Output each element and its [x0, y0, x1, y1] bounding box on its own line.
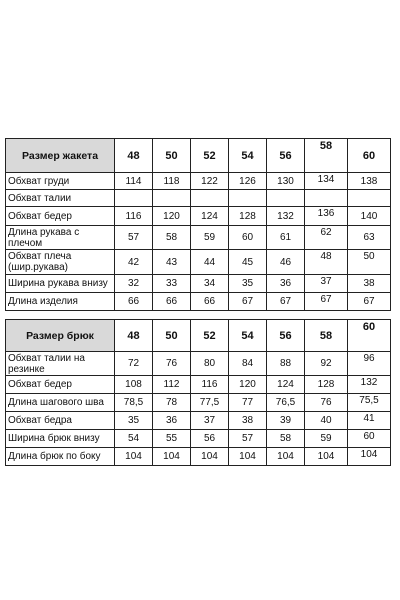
cell-value: 140: [348, 207, 391, 226]
row-label: Обхват бедер: [6, 376, 115, 394]
jacket-row-chest: [6, 173, 391, 190]
pants-row-hips: [6, 376, 391, 394]
jacket-size-50: 50: [153, 139, 191, 173]
cell-value: [267, 190, 305, 207]
cell-value: 104: [115, 448, 153, 466]
cell-value: 57: [229, 430, 267, 448]
row-label: Длина рукава с плечом: [6, 226, 115, 250]
cell-value: 59: [305, 430, 348, 448]
cell-value: 61: [267, 226, 305, 250]
jacket-size-60: 60: [348, 139, 391, 173]
cell-value: 76,5: [267, 394, 305, 412]
row-label: Ширина рукава внизу: [6, 275, 115, 293]
pants-size-54: 54: [229, 320, 267, 352]
cell-value: 104: [267, 448, 305, 466]
cell-value: 126: [229, 173, 267, 190]
cell-value: 76: [305, 394, 348, 412]
pants-row-waist: [6, 352, 391, 376]
cell-value: 36: [267, 275, 305, 293]
cell-value: 132: [348, 376, 391, 394]
pants-size-56: 56: [267, 320, 305, 352]
row-label: Длина брюк по боку: [6, 448, 115, 466]
row-label: Ширина брюк внизу: [6, 430, 115, 448]
cell-value: [191, 190, 229, 207]
cell-value: 38: [348, 275, 391, 293]
cell-value: [153, 190, 191, 207]
cell-value: 50: [348, 250, 391, 275]
row-label: Длина изделия: [6, 293, 115, 311]
pants-row-inseam: [6, 394, 391, 412]
cell-value: 45: [229, 250, 267, 275]
row-label: Обхват талии: [6, 190, 115, 207]
cell-value: 60: [348, 430, 391, 448]
cell-value: 60: [229, 226, 267, 250]
cell-value: 120: [153, 207, 191, 226]
jacket-header-label: Размер жакета: [6, 139, 115, 173]
cell-value: 77,5: [191, 394, 229, 412]
jacket-row-shoulder: [6, 250, 391, 275]
cell-value: 76: [153, 352, 191, 376]
cell-value: 67: [267, 293, 305, 311]
cell-value: 66: [191, 293, 229, 311]
cell-value: 46: [267, 250, 305, 275]
cell-value: 80: [191, 352, 229, 376]
cell-value: 138: [348, 173, 391, 190]
cell-value: 132: [267, 207, 305, 226]
cell-value: 43: [153, 250, 191, 275]
cell-value: 48: [305, 250, 348, 275]
pants-row-side-length: [6, 448, 391, 466]
cell-value: 37: [305, 275, 348, 293]
cell-value: 35: [229, 275, 267, 293]
cell-value: 124: [191, 207, 229, 226]
cell-value: 77: [229, 394, 267, 412]
jacket-size-58: 58: [305, 139, 348, 173]
jacket-size-54: 54: [229, 139, 267, 173]
cell-value: 33: [153, 275, 191, 293]
cell-value: 130: [267, 173, 305, 190]
pants-size-52: 52: [191, 320, 229, 352]
cell-value: 104: [348, 448, 391, 466]
cell-value: 67: [305, 293, 348, 311]
pants-size-48: 48: [115, 320, 153, 352]
row-label: Обхват бедра: [6, 412, 115, 430]
cell-value: 116: [191, 376, 229, 394]
cell-value: 116: [115, 207, 153, 226]
cell-value: [348, 190, 391, 207]
cell-value: 39: [267, 412, 305, 430]
cell-value: 78,5: [115, 394, 153, 412]
cell-value: 72: [115, 352, 153, 376]
cell-value: 38: [229, 412, 267, 430]
cell-value: 57: [115, 226, 153, 250]
cell-value: 56: [191, 430, 229, 448]
cell-value: [229, 190, 267, 207]
cell-value: 104: [229, 448, 267, 466]
cell-value: 128: [229, 207, 267, 226]
cell-value: 55: [153, 430, 191, 448]
row-label: Обхват плеча (шир.рукава): [6, 250, 115, 275]
cell-value: 34: [191, 275, 229, 293]
cell-value: 78: [153, 394, 191, 412]
cell-value: 136: [305, 207, 348, 226]
cell-value: [305, 190, 348, 207]
cell-value: 75,5: [348, 394, 391, 412]
cell-value: 62: [305, 226, 348, 250]
row-label: Длина шагового шва: [6, 394, 115, 412]
jacket-size-table: [5, 138, 391, 311]
cell-value: 41: [348, 412, 391, 430]
cell-value: 122: [191, 173, 229, 190]
cell-value: 59: [191, 226, 229, 250]
cell-value: 58: [153, 226, 191, 250]
cell-value: 96: [348, 352, 391, 376]
cell-value: 63: [348, 226, 391, 250]
row-label: Обхват талии на резинке: [6, 352, 115, 376]
jacket-row-waist: [6, 190, 391, 207]
cell-value: 58: [267, 430, 305, 448]
row-label: Обхват бедер: [6, 207, 115, 226]
cell-value: 128: [305, 376, 348, 394]
row-label: Обхват груди: [6, 173, 115, 190]
jacket-row-sleeve-length: [6, 226, 391, 250]
cell-value: 44: [191, 250, 229, 275]
pants-size-table: [5, 319, 391, 466]
cell-value: 40: [305, 412, 348, 430]
jacket-size-56: 56: [267, 139, 305, 173]
jacket-size-52: 52: [191, 139, 229, 173]
cell-value: 42: [115, 250, 153, 275]
jacket-row-sleeve-width: [6, 275, 391, 293]
cell-value: 66: [115, 293, 153, 311]
cell-value: 66: [153, 293, 191, 311]
cell-value: 54: [115, 430, 153, 448]
cell-value: 35: [115, 412, 153, 430]
cell-value: [115, 190, 153, 207]
cell-value: 104: [305, 448, 348, 466]
cell-value: 120: [229, 376, 267, 394]
cell-value: 92: [305, 352, 348, 376]
cell-value: 104: [153, 448, 191, 466]
pants-size-50: 50: [153, 320, 191, 352]
cell-value: 67: [229, 293, 267, 311]
jacket-header-row: [6, 139, 391, 173]
cell-value: 104: [191, 448, 229, 466]
pants-row-hem-width: [6, 430, 391, 448]
cell-value: 114: [115, 173, 153, 190]
pants-size-60: 60: [348, 320, 391, 352]
cell-value: 67: [348, 293, 391, 311]
jacket-row-hips: [6, 207, 391, 226]
cell-value: 112: [153, 376, 191, 394]
pants-size-58: 58: [305, 320, 348, 352]
cell-value: 134: [305, 173, 348, 190]
cell-value: 84: [229, 352, 267, 376]
jacket-row-length: [6, 293, 391, 311]
cell-value: 108: [115, 376, 153, 394]
jacket-size-48: 48: [115, 139, 153, 173]
cell-value: 88: [267, 352, 305, 376]
cell-value: 32: [115, 275, 153, 293]
cell-value: 37: [191, 412, 229, 430]
cell-value: 124: [267, 376, 305, 394]
pants-header-row: [6, 320, 391, 352]
pants-header-label: Размер брюк: [6, 320, 115, 352]
cell-value: 118: [153, 173, 191, 190]
cell-value: 36: [153, 412, 191, 430]
pants-row-thigh: [6, 412, 391, 430]
